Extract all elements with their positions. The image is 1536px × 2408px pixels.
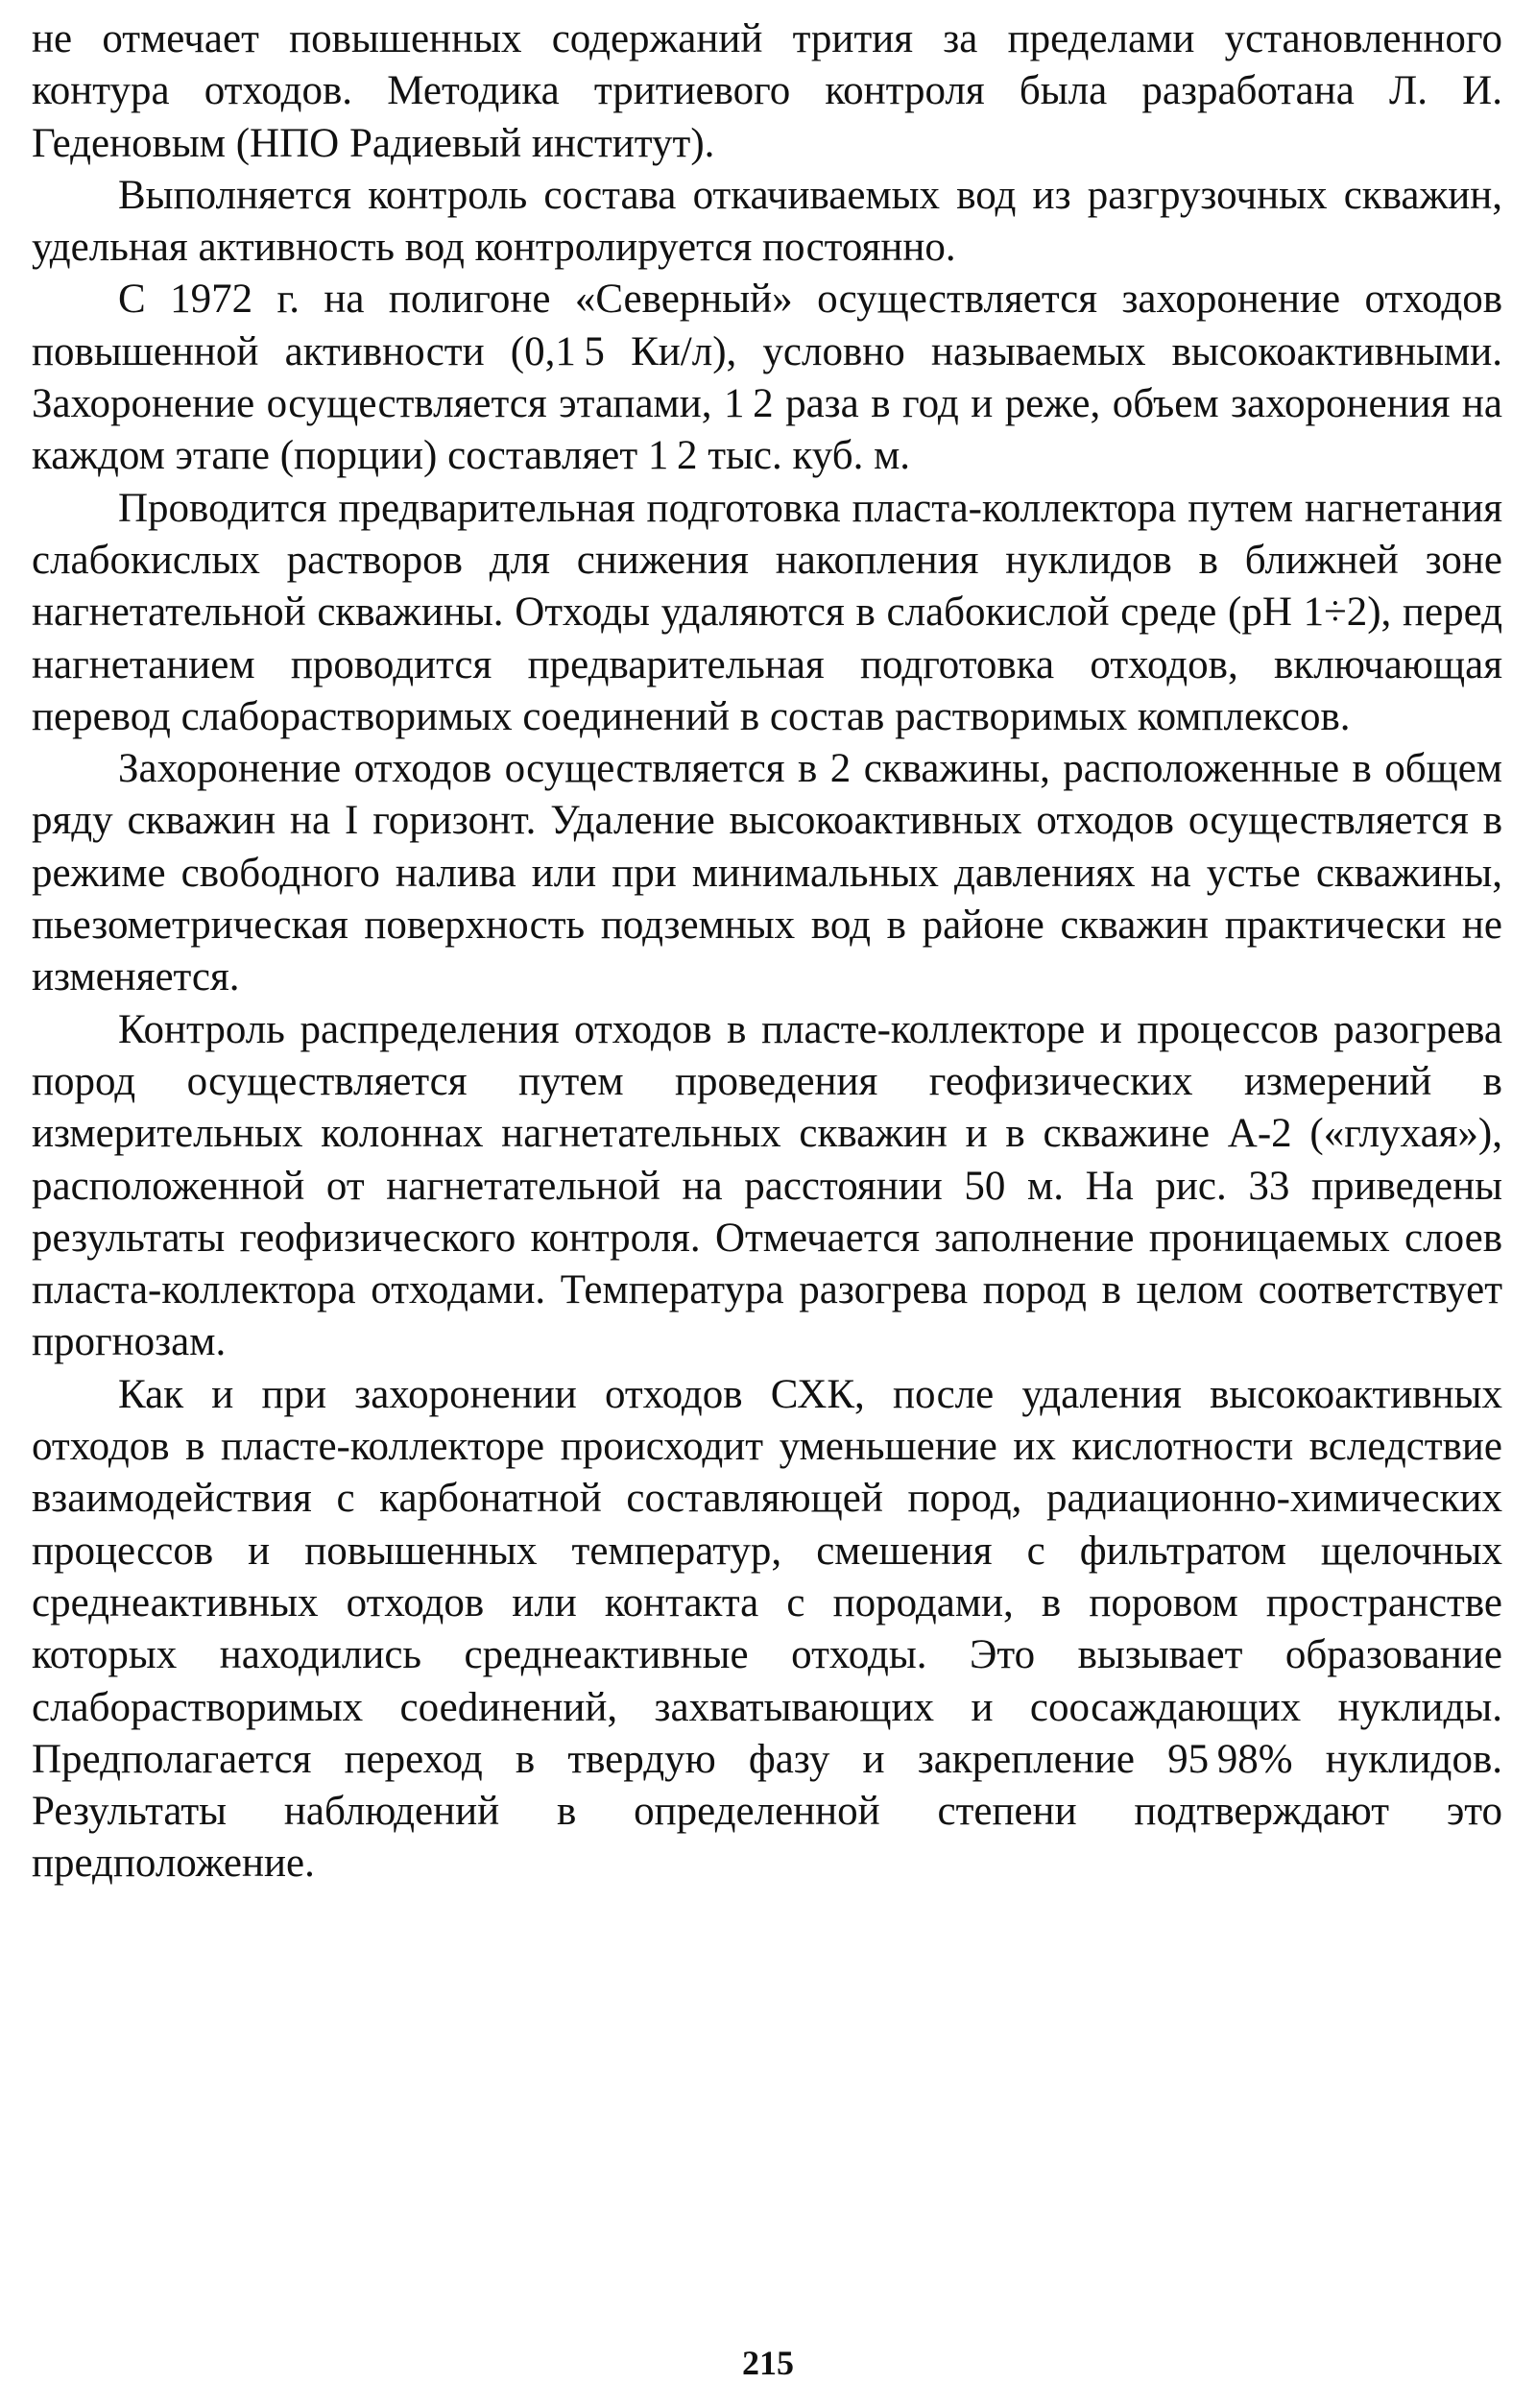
paragraph-geophysical-control: Контроль распределения отходов в пласте-коллекторе и процессов разогрева пород осуществляется путем проведения геофизических измерений в измерительных колоннах нагнетательных скважин и в скважине А-2 («глухая»), расположенной от нагнетательной на расстоянии 50 м. На рис. 33 приведены результаты геофизического контроля. Отмечается заполнение проницаемых слоев пласта-коллектора отходами. Температура разогрева пород в целом соответствует прогнозам. [32, 1006, 1502, 1365]
paragraph-reservoir-preparation: Проводится предварительная подготовка пласта-коллектора путем нагнетания слабокислых растворов для снижения накопления нуклидов в ближней зоне нагнетательной скважины. Отходы удаляются в слабокислой среде (pH 1÷2), перед нагнетанием проводится предварительная подготовка отходов, включающая перевод слаборастворимых соединений в состав растворимых комплексов. [32, 485, 1502, 739]
paragraph-injection-wells: Захоронение отходов осуществляется в 2 скважины, расположенные в общем ряду скважин на I горизонт. Удаление высокоактивных отходов осуществляется в режиме свободного налива или при минимальных давлениях на устье скважины, пьезометрическая поверхность подземных вод в районе скважин практически не изменяется. [32, 746, 1502, 1000]
page-number: 215 [742, 2344, 794, 2382]
document-page [32, 13, 1502, 1890]
paragraph-acidity-reduction: Как и при захоронении отходов СХК, после удаления высокоактивных отходов в пласте-коллекторе происходит уменьшение их кислотности вследствие взаимодействия с карбонатной составляющей пород, радиационно-химических процессов и повышенных температур, смешения с фильтратом щелочных среднеактивных отходов или контакта с породами, в поровом пространстве которых находились среднеактивные отходы. Это вызывает образование слаборастворимых соеdинений, захватывающих и соосаждающих нуклиды. Предполагается переход в твердую фазу и закрепление 95 98% нуклидов. Результаты наблюдений в определенной степени подтверждают это предположение. [32, 1371, 1502, 1887]
paragraph-discharge-wells: Выполняется контроль состава откачиваемых вод из разгрузочных скважин, удельная активность вод контролируется постоянно. [32, 172, 1502, 271]
paragraph-tritium-control: не отмечает повышенных содержаний трития за пределами установленного контура отходов. Методика тритиевого контроля была разработана Л. И. Геденовым (НПО Радиевый институт). [32, 16, 1502, 166]
paragraph-high-activity-disposal: С 1972 г. на полигоне «Северный» осуществляется захоронение отходов повышенной активности (0,1 5 Ки/л), условно называемых высокоактивными. Захоронение осуществляется этапами, 1 2 раза в год и реже, объем захоронения на каждом этапе (порции) составляет 1 2 тыс. куб. м. [32, 277, 1502, 479]
